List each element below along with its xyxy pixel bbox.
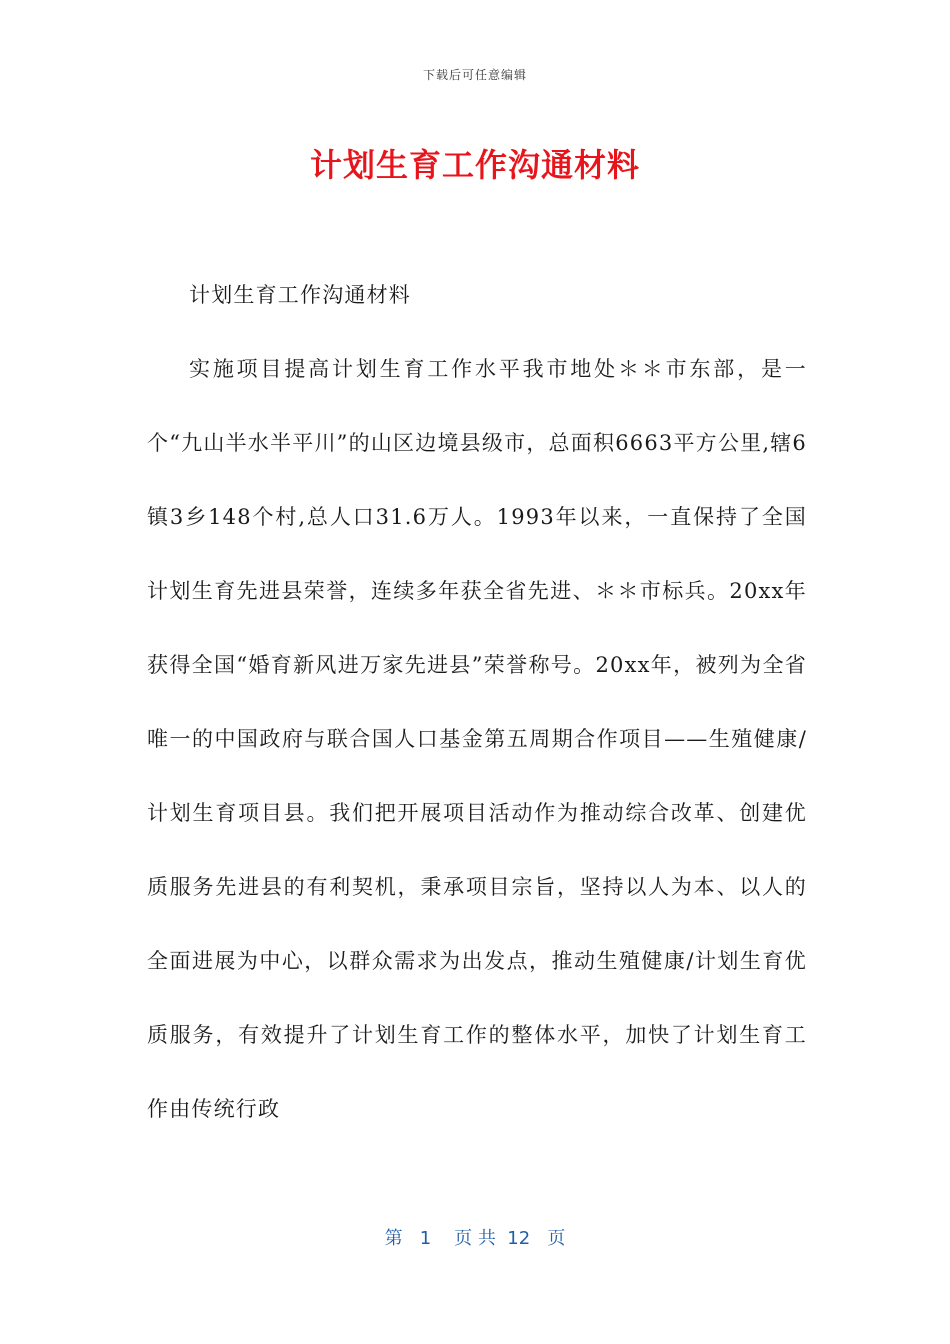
document-body (147, 258, 807, 1146)
paragraph-heading: 计划生育工作沟通材料 (189, 283, 411, 307)
document-title: 计划生育工作沟通材料 (309, 146, 640, 184)
page-number: 第 1 页 共 12 页 (384, 1228, 566, 1249)
paragraph-main: 实施项目提高计划生育工作水平我市地处＊＊市东部，是一个“九山半水半平川”的山区边境县级市，总面积6663平方公里,辖6镇3乡148个村,总人口31.6万人。1993年以来，一直保持了全国计划生育先进县荣誉，连续多年获全省先进、＊＊市标兵。20xx年获得全国“婚育新风进万家先进县”荣誉称号。20xx年，被列为全省唯一的中国政府与联合国人口基金第五周期合作项目——生殖健康/计划生育项目县。我们把开展项目活动作为推动综合改革、创建优质服务先进县的有利契机，秉承项目宗旨，坚持以人为本、以人的全面进展为中心，以群众需求为出发点，推动生殖健康/计划生育优质服务，有效提升了计划生育工作的整体水平，加快了计划生育工作由传统行政 (147, 357, 807, 1121)
header-note: 下载后可任意编辑 (422, 68, 527, 82)
